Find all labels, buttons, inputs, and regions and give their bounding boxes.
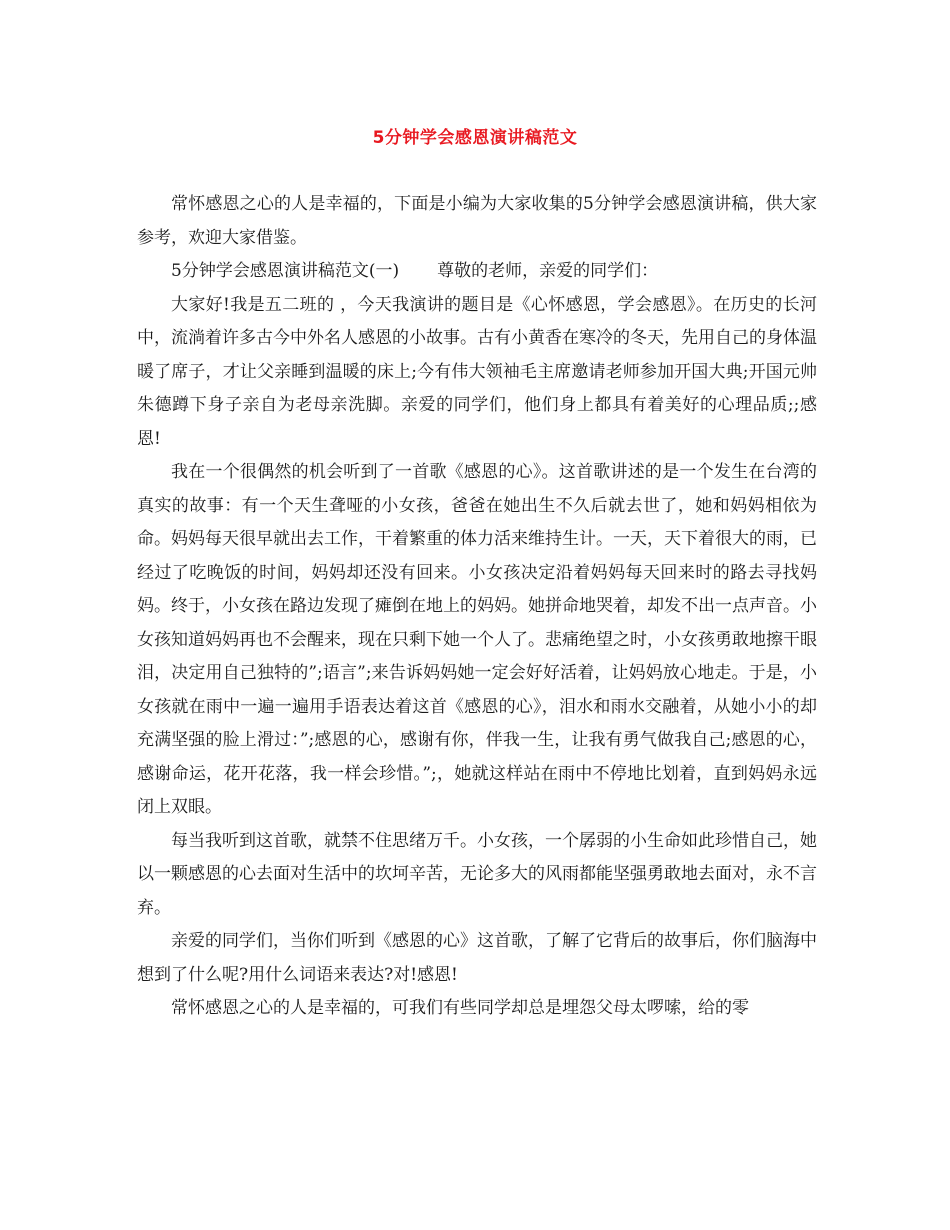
document-body bbox=[137, 188, 817, 1026]
body-paragraph-4: 亲爱的同学们，当你们听到《感恩的心》这首歌，了解了它背后的故事后，你们脑海中想到了什么呢?用什么词语来表达?对!感恩! bbox=[137, 931, 817, 985]
body-paragraph-1: 大家好!我是五二班的 ，今天我演讲的题目是《心怀感恩，学会感恩》。在历史的长河中，流淌着许多古今中外名人感恩的小故事。古有小黄香在寒冷的冬天，先用自己的身体温暖了席子，才让父亲睡到温暖的床上;今有伟大领袖毛主席邀请老师参加开国大典;开国元帅朱德蹲下身子亲自为老母亲洗脚。亲爱的同学们，他们身上都具有着美好的心理品质;;感恩! bbox=[137, 294, 817, 449]
body-paragraph-2: 我在一个很偶然的机会听到了一首歌《感恩的心》。这首歌讲述的是一个发生在台湾的真实的故事：有一个天生聋哑的小女孩，爸爸在她出生不久后就去世了，她和妈妈相依为命。妈妈每天很早就出去工作，干着繁重的体力活来维持生计。一天，天下着很大的雨，已经过了吃晚饭的时间，妈妈却还没有回来。小女孩决定沿着妈妈每天回来时的路去寻找妈妈。终于，小女孩在路边发现了瘫倒在地上的妈妈。她拼命地哭着，却发不出一点声音。小女孩知道妈妈再也不会醒来，现在只剩下她一个人了。悲痛绝望之时，小女孩勇敢地擦干眼泪，决定用自己独特的”;语言”;来告诉妈妈她一定会好好活着，让妈妈放心地走。于是，小女孩就在雨中一遍一遍用手语表达着这首《感恩的心》，泪水和雨水交融着，从她小小的却充满坚强的脸上滑过：”;感恩的心，感谢有你，伴我一生，让我有勇气做我自己;感恩的心，感谢命运，花开花落，我一样会珍惜。”;，她就这样站在雨中不停地比划着，直到妈妈永远闭上双眼。 bbox=[137, 462, 817, 817]
body-paragraph-5: 常怀感恩之心的人是幸福的，可我们有些同学却总是埋怨父母太啰嗦，给的零 bbox=[171, 998, 749, 1018]
document-title: 5分钟学会感恩演讲稿范文 bbox=[372, 128, 578, 148]
section-heading: 5分钟学会感恩演讲稿范文(一) bbox=[171, 261, 400, 281]
section-heading-line bbox=[137, 255, 817, 289]
body-paragraph-3: 每当我听到这首歌，就禁不住思绪万千。小女孩，一个孱弱的小生命如此珍惜自己，她以一颗感恩的心去面对生活中的坎坷辛苦，无论多大的风雨都能坚强勇敢地去面对，永不言弃。 bbox=[137, 830, 817, 918]
greeting: 尊敬的老师，亲爱的同学们： bbox=[437, 261, 659, 281]
intro-paragraph: 常怀感恩之心的人是幸福的，下面是小编为大家收集的5分钟学会感恩演讲稿，供大家参考，欢迎大家借鉴。 bbox=[137, 194, 817, 248]
